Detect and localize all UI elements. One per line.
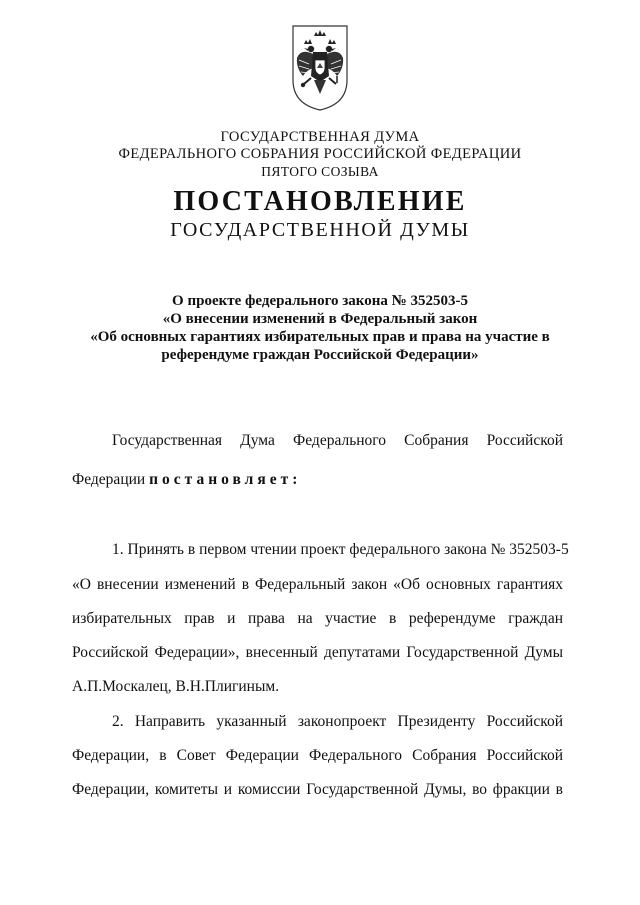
subject-line: «О внесении изменений в Федеральный закон xyxy=(162,311,478,327)
preamble-text: Федерации xyxy=(72,471,150,488)
item1-line: Российской Федерации», внесенный депутатами Государственной Думы xyxy=(72,644,563,661)
item2-line: Федерации, в Совет Федерации Федерального Собрания Российской xyxy=(72,747,563,764)
document-title: ПОСТАНОВЛЕНИЕ xyxy=(173,186,467,217)
subject-line: «Об основных гарантиях избирательных прав и права на участие в xyxy=(90,329,550,345)
header-convocation: ПЯТОГО СОЗЫВА xyxy=(261,164,379,179)
preamble-line xyxy=(72,470,563,490)
item2-line: 2. Направить указанный законопроект Президенту Российской xyxy=(112,713,563,730)
russian-coat-of-arms-icon xyxy=(287,24,353,112)
header-federal-assembly: ФЕДЕРАЛЬНОГО СОБРАНИЯ РОССИЙСКОЙ ФЕДЕРАЦИИ xyxy=(118,146,522,162)
item1-line: «О внесении изменений в Федеральный закон «Об основных гарантиях xyxy=(72,576,563,593)
document-subtitle: ГОСУДАРСТВЕННОЙ ДУМЫ xyxy=(170,219,470,241)
preamble-line: Государственная Дума Федерального Собрания Российской xyxy=(112,432,563,449)
item2-line: Федерации, комитеты и комиссии Государственной Думы, во фракции в xyxy=(72,781,563,798)
item1-line: 1. Принять в первом чтении проект федерального закона № 352503-5 xyxy=(112,541,569,558)
header-organization: ГОСУДАРСТВЕННАЯ ДУМА xyxy=(220,129,420,145)
subject-line: О проекте федерального закона № 352503-5 xyxy=(172,293,468,309)
item1-line: А.П.Москалец, В.Н.Плигиным. xyxy=(72,678,280,695)
subject-line: референдуме граждан Российской Федерации» xyxy=(161,347,479,363)
item1-line: избирательных прав и права на участие в референдуме граждан xyxy=(72,610,563,627)
preamble-decree-word: постановляет: xyxy=(149,471,302,488)
